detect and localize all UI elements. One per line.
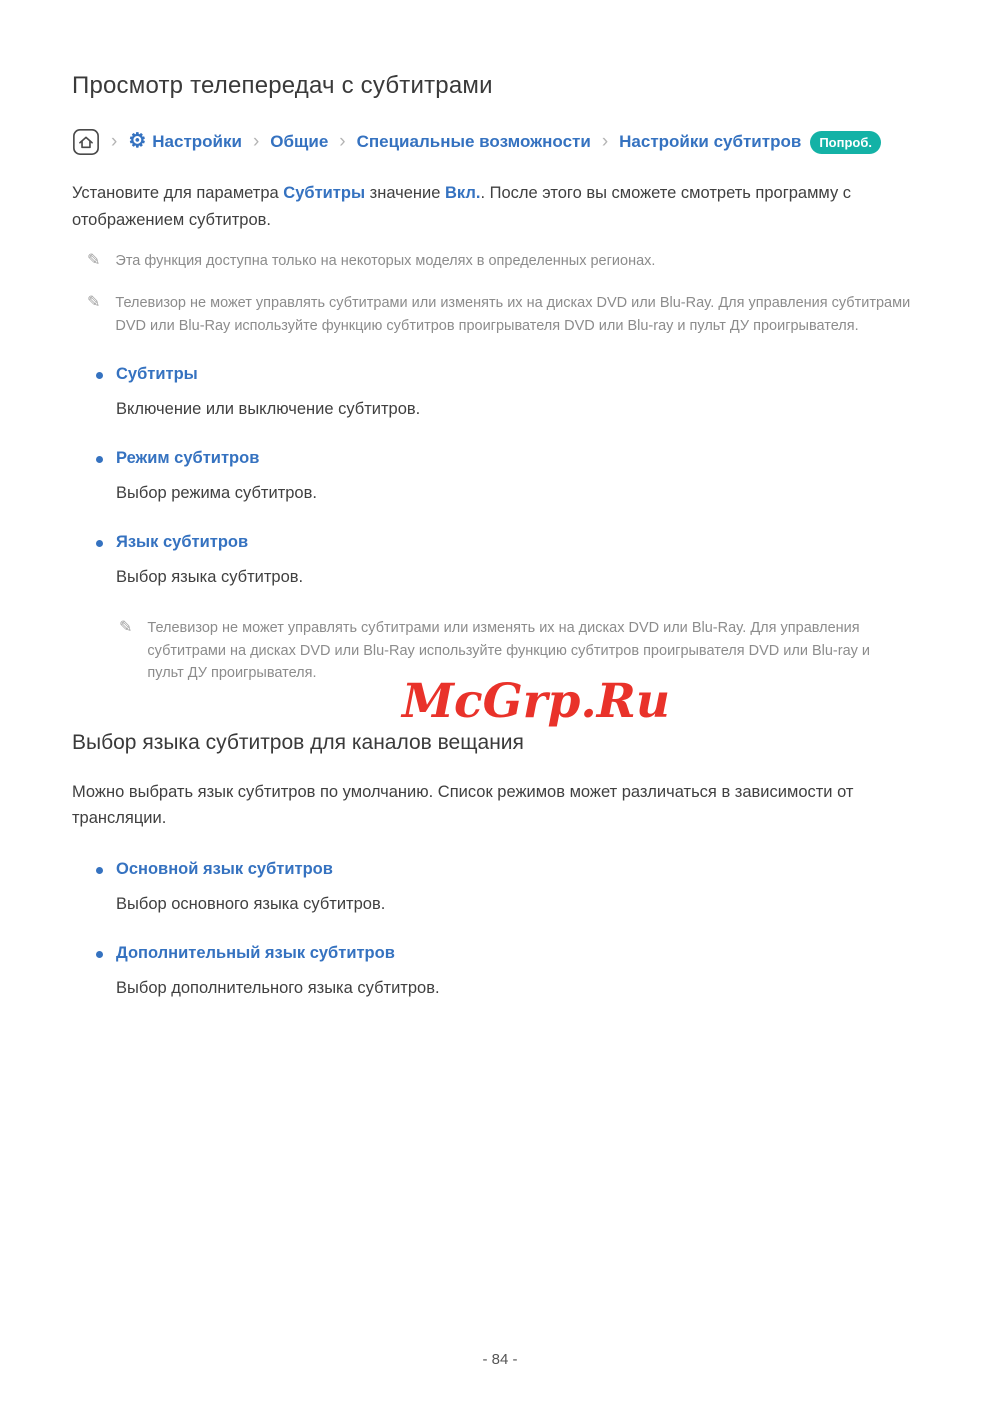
intro-text: значение — [365, 184, 446, 202]
option-label: Дополнительный язык субтитров — [116, 944, 395, 963]
list-item — [72, 944, 928, 998]
term-subtitles: Субтитры — [283, 184, 366, 202]
chevron-separator-icon: › — [252, 130, 260, 152]
section-title: Выбор языка субтитров для каналов вещания — [72, 730, 524, 754]
chevron-separator-icon: › — [601, 130, 609, 152]
intro-paragraph — [72, 180, 908, 233]
bullet-dot-icon — [96, 951, 103, 958]
breadcrumb-item-accessibility[interactable] — [357, 132, 591, 152]
bullet-dot-icon — [96, 456, 103, 463]
gear-icon: ⚙ — [128, 130, 147, 152]
list-item — [72, 365, 928, 419]
breadcrumb-item-general[interactable] — [270, 132, 328, 152]
note-text: Эта функция доступна только на некоторых моделях в определенных регионах. — [115, 253, 656, 270]
breadcrumb-item-settings-label: Настройки — [152, 132, 242, 151]
note — [72, 250, 918, 275]
option-description: Включение или выключение субтитров. — [116, 400, 421, 419]
intro-text: Установите для параметра — [72, 184, 284, 202]
try-now-badge[interactable]: Попроб. — [810, 131, 881, 154]
note — [72, 292, 918, 337]
term-on: Вкл. — [445, 184, 481, 202]
option-description: Выбор режима субтитров. — [116, 484, 317, 503]
option-description: Выбор основного языка субтитров. — [116, 895, 386, 914]
option-description: Выбор языка субтитров. — [116, 568, 304, 587]
section-paragraph: Можно выбрать язык субтитров по умолчанию. Список режимов может различаться в зависимости от трансляции. — [72, 782, 854, 828]
breadcrumb — [72, 128, 928, 156]
bullet-dot-icon — [96, 867, 103, 874]
pencil-note-icon: ✎ — [87, 294, 101, 312]
intro-text: . После этого вы сможете смотреть программу с отображением субтитров. — [72, 184, 852, 229]
option-label: Режим субтитров — [116, 449, 260, 468]
option-label: Язык субтитров — [116, 533, 249, 552]
list-item — [72, 533, 928, 587]
bullet-dot-icon — [96, 372, 103, 379]
subtitle-language-list — [72, 860, 928, 998]
chevron-separator-icon: › — [339, 130, 346, 152]
breadcrumb-item-subtitle-settings-label: Настройки субтитров — [619, 132, 802, 151]
home-icon[interactable] — [72, 128, 100, 156]
option-description: Выбор дополнительного языка субтитров. — [116, 979, 440, 998]
page-title: Просмотр телепередач с субтитрами — [72, 72, 493, 99]
list-item — [72, 860, 928, 914]
page-number: - 84 - — [482, 1351, 518, 1368]
subtitle-options-list — [72, 365, 928, 587]
note-text: Телевизор не может управлять субтитрами или изменять их на дисках DVD или Blu-Ray. Для управления субтитрами на дисках DVD или Blu-Ray используйте функцию субтитров проигрывателя DVD или Blu-ray и пульт ДУ проигрывателя. — [147, 620, 871, 682]
bullet-dot-icon — [96, 540, 103, 547]
note-text: Телевизор не может управлять субтитрами или изменять их на дисках DVD или Blu-Ray. Для управления субтитрами DVD или Blu-Ray используйте функцию субтитров проигрывателя DVD или Blu-ray и пульт ДУ проигрывателя. — [115, 295, 911, 334]
breadcrumb-item-settings[interactable] — [128, 132, 242, 152]
pencil-note-icon: ✎ — [119, 619, 133, 637]
note — [104, 617, 904, 684]
list-item — [72, 449, 928, 503]
option-label: Основной язык субтитров — [116, 860, 333, 879]
breadcrumb-item-general-label: Общие — [270, 132, 329, 151]
breadcrumb-item-accessibility-label: Специальные возможности — [356, 132, 591, 151]
pencil-note-icon: ✎ — [87, 252, 101, 270]
watermark: McGrp.Ru — [402, 674, 671, 729]
option-label: Субтитры — [116, 365, 198, 384]
breadcrumb-item-subtitle-settings[interactable] — [619, 132, 801, 152]
chevron-separator-icon: › — [111, 130, 118, 152]
